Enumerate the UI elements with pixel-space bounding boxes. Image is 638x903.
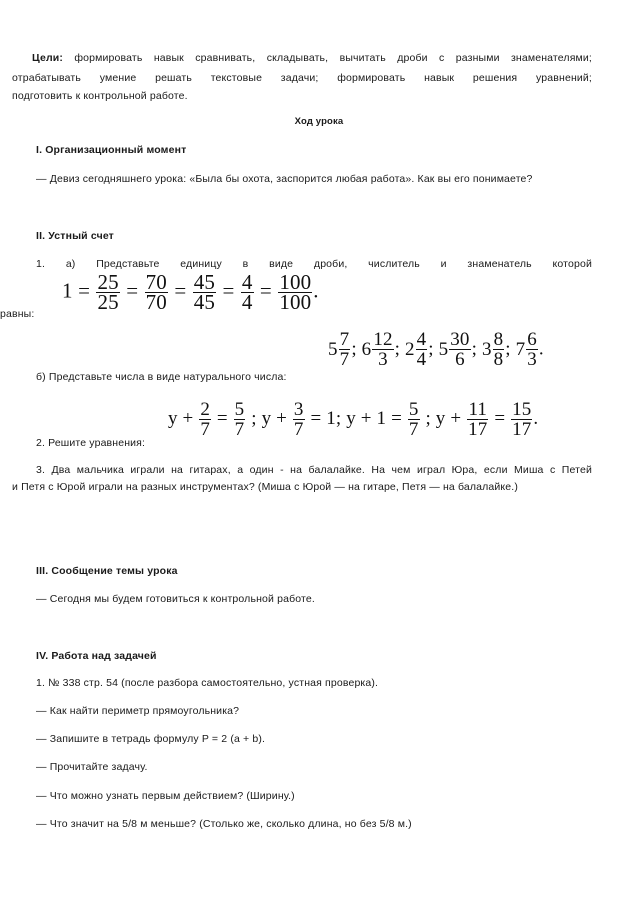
fraction [278,270,312,314]
motto-text: — Девиз сегодняшнего урока: «Была бы охота, заспорится любая работа». Как вы его понимаете? [36,173,533,185]
formula-period: . [313,278,319,303]
fraction [408,400,420,439]
mixed-number [439,330,472,369]
fraction-numerator: 5 [234,399,245,420]
fraction-denominator: 7 [200,419,210,440]
fraction-denominator: 7 [293,419,304,440]
fraction-numerator: 12 [373,329,393,350]
formula-one: 1 [62,278,73,303]
section-4-heading: IV. Работа над задачей [36,650,157,662]
equation-1-lhs: y + [168,407,194,429]
fraction [467,400,488,439]
fraction [339,330,351,369]
fraction-denominator: 4 [416,349,427,370]
fraction [372,330,393,369]
goals-line-3: подготовить к контрольной работе. [12,90,188,102]
equation-separator: ; [425,407,431,429]
list-item: — Что значит на 5/8 м меньше? (Столько же, сколько длина, но без 5/8 м.) [36,818,412,830]
mixed-number [328,330,351,369]
task-2-text: 2. Решите уравнения: [36,437,146,449]
list-item: — Запишите в тетрадь формулу P = 2 (a + b). [36,733,266,745]
fraction-denominator: 17 [468,419,488,440]
fraction-numerator: 100 [279,270,312,294]
fraction-denominator: 3 [527,349,537,370]
whole-part: 7 [515,338,526,360]
fraction-numerator: 15 [512,399,532,420]
fraction-denominator: 7 [408,419,419,440]
fraction-numerator: 11 [468,399,488,420]
fraction-denominator: 17 [512,419,532,440]
fraction-denominator: 100 [279,290,312,314]
equation-4-lhs: y + [435,407,462,429]
fraction-numerator: 8 [493,329,504,350]
equation-separator: ; [251,407,257,429]
mixed-number [362,330,395,369]
fraction [193,270,216,314]
equation-2-lhs: y + [261,407,287,429]
fraction [526,330,538,369]
eq-sign-5: = [259,278,272,303]
list-item: 1. № 338 стр. 54 (после разбора самостоятельно, устная проверка). [36,677,379,689]
lesson-heading: Ход урока [294,116,344,127]
fraction-denominator: 7 [339,349,350,370]
fraction-denominator: 45 [193,290,216,314]
fraction [493,330,505,369]
list-item: — Прочитайте задачу. [36,761,148,773]
mixed-numbers-row: 5 $\frac{7}{7}$ ; 6 $\frac{12}{3}$ ; 2 $\frac{4}{4}$ ; 5 $\frac{30}{6}$ ; 3 $\frac{8}{8}$ ; 7 $\frac{6}{3}$ . [328,329,544,370]
whole-part: 2 [404,338,415,360]
mixed-number [482,330,505,369]
fraction [241,270,254,314]
topic-text: — Сегодня мы будем готовиться к контрольной работе. [36,593,315,605]
whole-part: 3 [481,338,492,360]
goals-line-2: отрабатывать умение решать текстовые задачи; формировать навык решения уравнений; [12,72,592,84]
fraction-denominator: 3 [378,349,388,370]
whole-part: 5 [438,338,449,360]
fraction-denominator: 8 [493,349,504,370]
equation-period: . [533,407,539,429]
fraction-numerator: 5 [408,399,419,420]
fraction-numerator: 70 [145,270,167,294]
task-1b-text: б) Представьте числа в виде натурального числа: [36,371,287,383]
fraction [293,400,305,439]
fraction [199,400,211,439]
mixed-number [405,330,428,369]
equation-separator: ; [335,407,342,429]
fraction-numerator: 3 [293,399,304,420]
eq-sign-2: = [126,278,139,303]
fraction-numerator: 4 [416,329,427,350]
equations-row [168,400,538,439]
section-3-heading: III. Сообщение темы урока [36,565,178,577]
fraction-denominator: 6 [455,349,465,370]
section-1-heading: I. Организационный момент [36,144,187,156]
task-3-line-2: и Петя с Юрой играли на разных инструментах? (Миша с Юрой — на гитаре, Петя — на балалайке.) [12,481,519,493]
whole-part: 6 [361,338,372,360]
fraction-numerator: 25 [97,270,119,294]
section-2-heading: II. Устный счет [36,230,114,242]
fraction-numerator: 4 [241,270,253,294]
fraction-denominator: 70 [145,290,167,314]
equation-1-eq: = [216,407,228,429]
fraction-numerator: 7 [339,329,350,350]
goals-label: Цели: [32,52,64,64]
unity-fractions-formula [62,270,319,314]
fraction [511,400,532,439]
fraction-denominator: 25 [97,290,119,314]
goals-line-1 [12,52,592,65]
equation-3-lhs: y + 1 = [346,407,402,429]
task-1a-text: 1. а) Представьте единицу в виде дроби, числитель и знаменатель которой [36,258,592,270]
fraction-numerator: 30 [450,329,470,350]
fraction [449,330,470,369]
equation-4-eq: = [494,407,506,429]
task-1a-end: равны: [0,308,35,320]
whole-part: 5 [328,338,338,360]
list-item: — Что можно узнать первым действием? (Ширину.) [36,790,295,802]
mixed-number [516,330,539,369]
fraction [234,400,246,439]
fraction-denominator: 4 [241,290,253,314]
task-3-line-1: 3. Два мальчика играли на гитарах, а один - на балалайке. На чем играл Юра, если Миша с Петей [36,464,592,476]
eq-sign-4: = [222,278,235,303]
fraction [96,270,119,314]
goals-text-1: формировать навык сравнивать, складывать, вычитать дроби с разными знаменателями; [74,52,592,64]
fraction [145,270,168,314]
eq-sign-1: = [78,278,91,303]
fraction-numerator: 6 [527,329,537,350]
equation-2-eq: = 1 [310,407,336,429]
fraction-denominator: 7 [234,419,245,440]
fraction-numerator: 45 [193,270,216,294]
eq-sign-3: = [174,278,187,303]
fraction [416,330,428,369]
list-item: — Как найти периметр прямоугольника? [36,705,240,717]
fraction-numerator: 2 [200,399,210,420]
